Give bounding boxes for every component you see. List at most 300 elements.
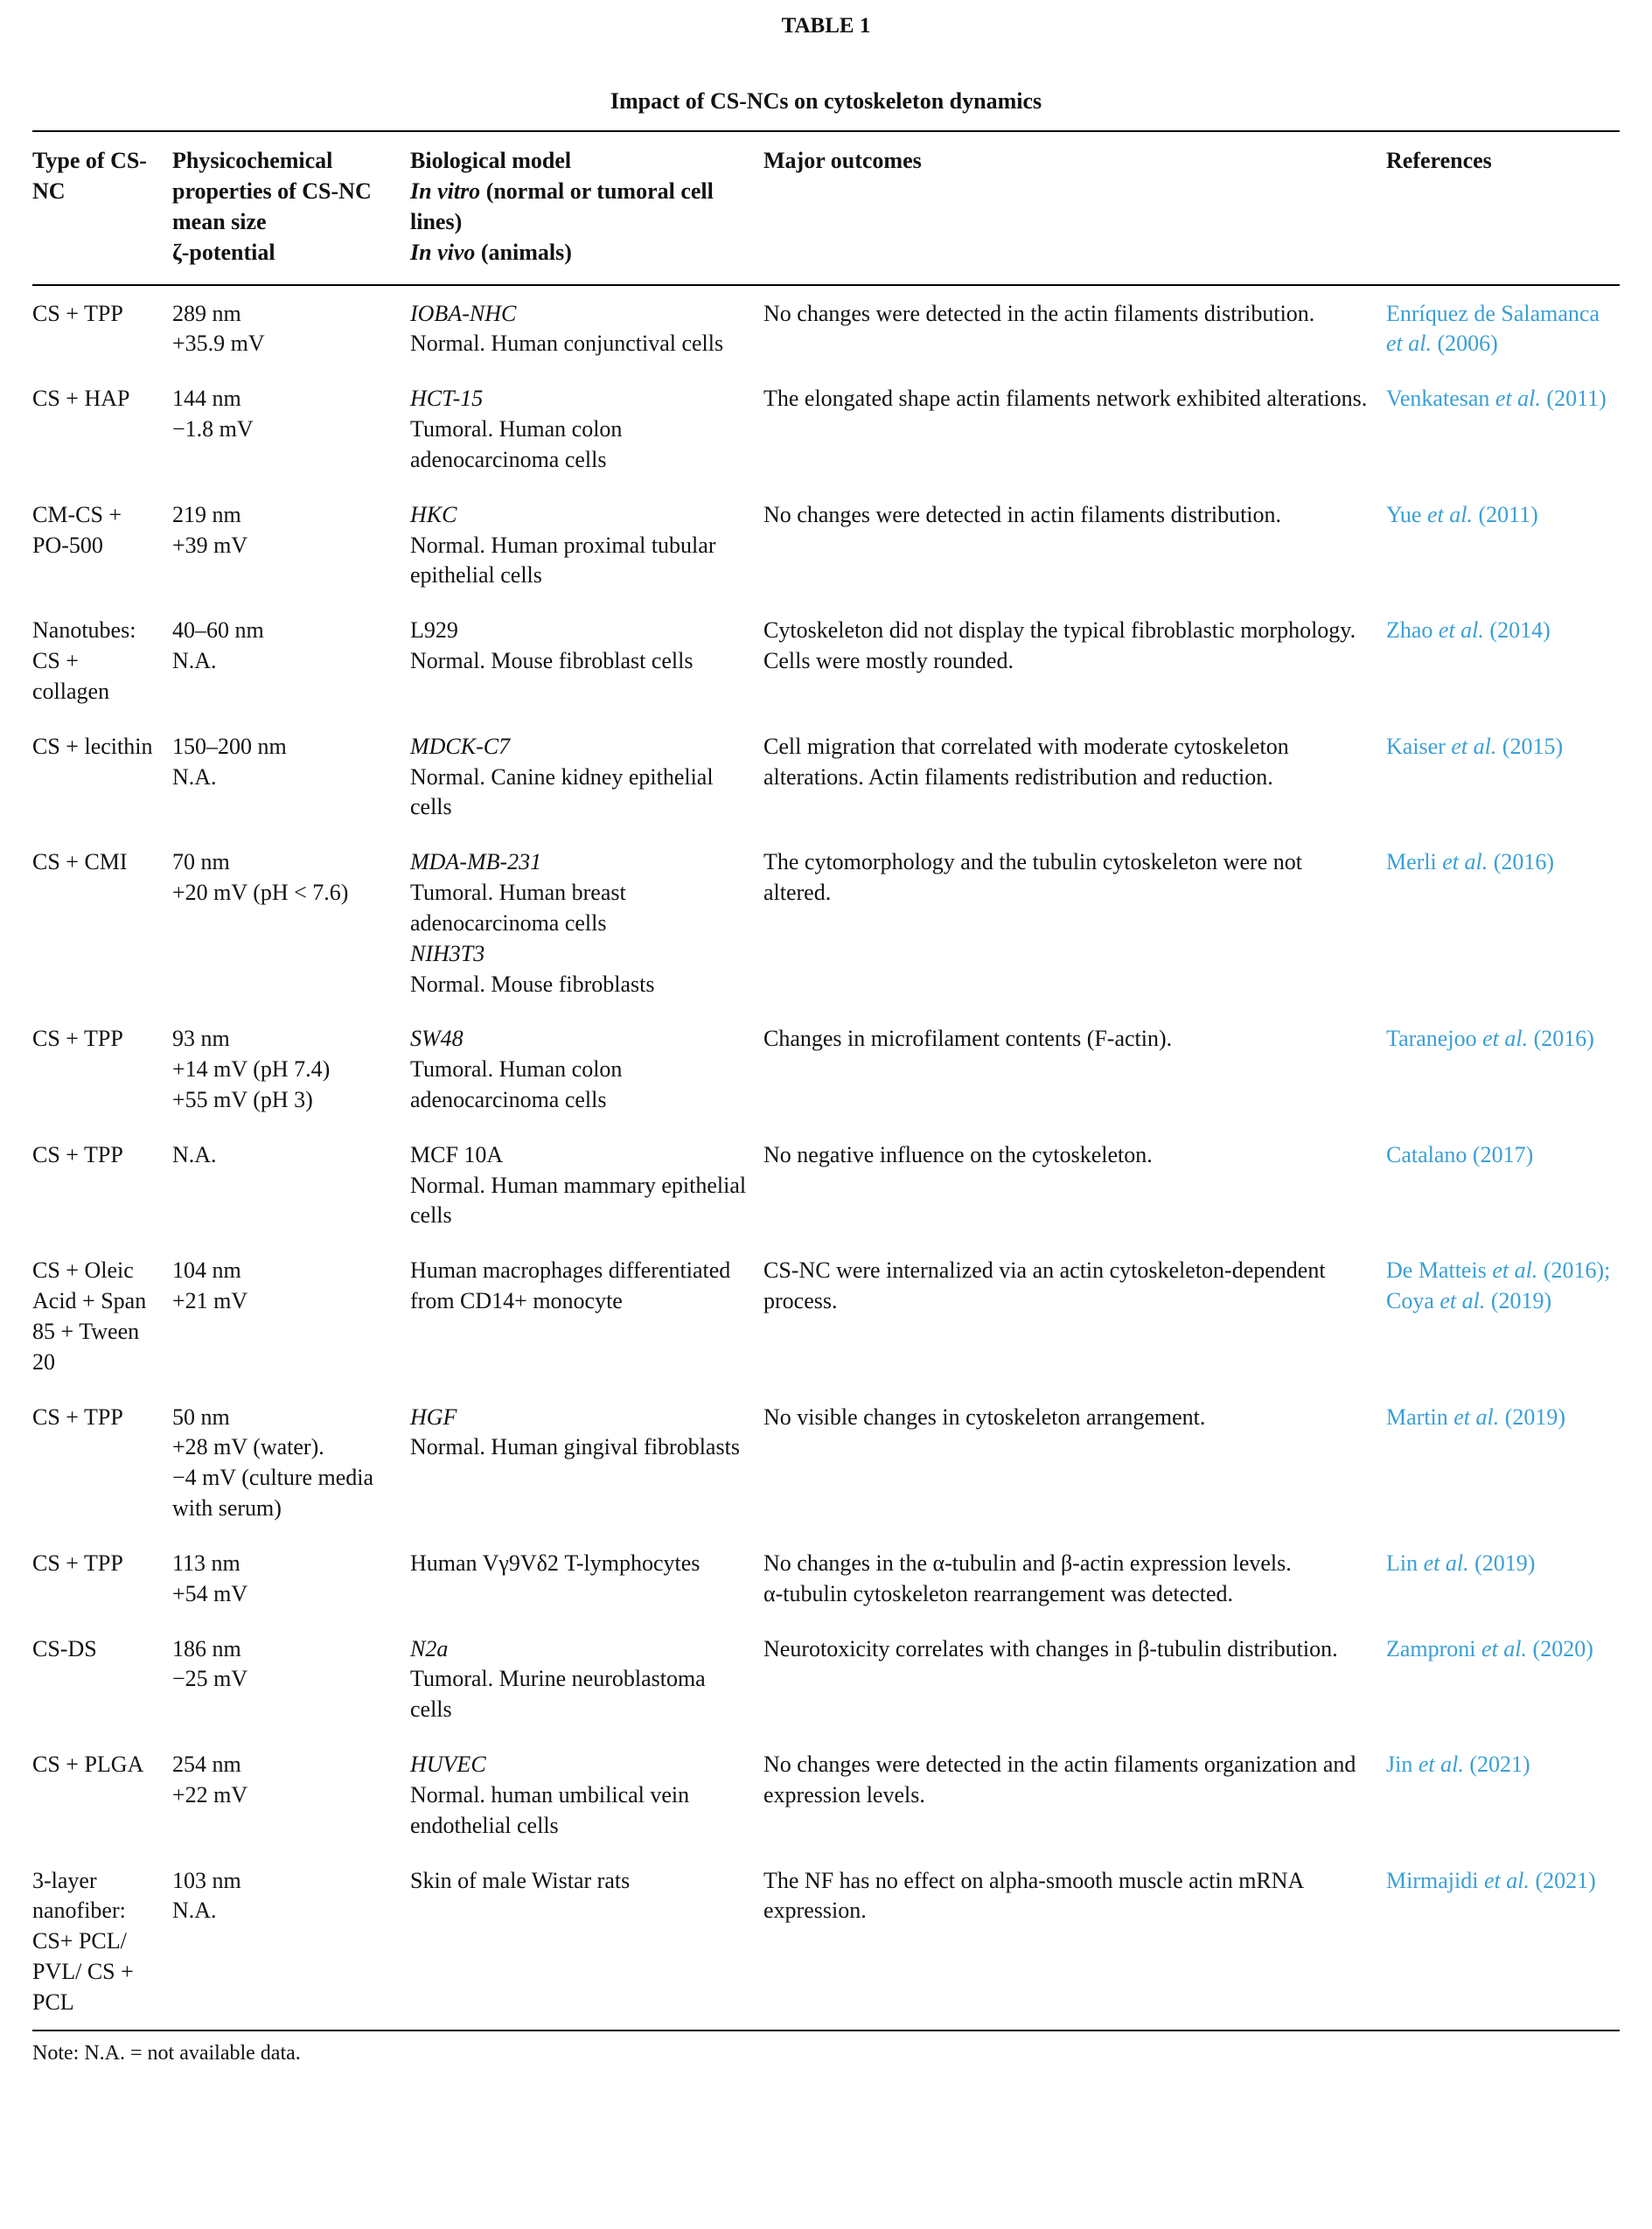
text-segment: Mirmajidi — [1386, 1867, 1484, 1893]
text-segment: NIH3T3 — [410, 940, 485, 966]
text-segment: Taranejoo — [1386, 1026, 1483, 1052]
text-segment: (2021) — [1463, 1752, 1530, 1778]
cell-outcomes — [763, 1621, 1386, 1737]
text-segment: Martin — [1386, 1404, 1454, 1430]
text-line — [32, 732, 157, 763]
text-line — [172, 1463, 394, 1524]
text-segment: Skin of male Wistar rats — [410, 1867, 631, 1893]
reference-link[interactable] — [1386, 1549, 1620, 1579]
text-segment: CS + TPP — [32, 1550, 123, 1576]
cell-ref — [1386, 603, 1620, 718]
text-line — [32, 1140, 157, 1171]
cell-outcomes — [763, 603, 1386, 718]
text-line — [172, 1140, 394, 1171]
table-label: TABLE 1 — [781, 14, 871, 38]
text-segment: No changes were detected in the actin filaments distribution. — [763, 300, 1315, 326]
reference-link[interactable] — [1386, 1866, 1620, 1897]
text-segment: N.A. — [172, 763, 217, 790]
reference-link[interactable] — [1386, 299, 1620, 360]
text-line — [32, 847, 157, 878]
text-segment: In vivo — [410, 239, 476, 265]
text-segment: HUVEC — [410, 1752, 486, 1778]
cell-model — [410, 285, 763, 372]
cell-ref — [1386, 1853, 1620, 2030]
text-line — [410, 414, 748, 476]
text-segment: Normal. Mouse fibroblasts — [410, 971, 655, 997]
text-line — [410, 847, 748, 878]
cell-ref — [1386, 487, 1620, 603]
text-segment: 219 nm — [172, 501, 241, 527]
text-segment: No changes were detected in actin filaments distribution. — [763, 501, 1282, 527]
text-segment: Nanotubes: CS + collagen — [32, 617, 136, 704]
text-segment: N.A. — [172, 648, 217, 674]
text-line — [32, 1024, 157, 1055]
text-segment: CS + TPP — [32, 1404, 123, 1430]
column-header-type — [32, 131, 172, 284]
cell-props — [172, 371, 410, 486]
cell-ref — [1386, 1011, 1620, 1126]
text-segment: 186 nm — [172, 1635, 241, 1661]
cell-props — [172, 1390, 410, 1536]
cell-props — [172, 1011, 410, 1126]
cell-props — [172, 834, 410, 1011]
text-line — [1386, 1140, 1620, 1171]
cell-model — [410, 1621, 763, 1737]
text-line — [32, 1866, 157, 2018]
table-row — [32, 1011, 1620, 1126]
text-segment: HKC — [410, 501, 457, 527]
text-line — [1386, 384, 1620, 414]
text-line — [1386, 847, 1620, 878]
table-title: Impact of CS-NCs on cytoskeleton dynamics — [610, 87, 1042, 114]
cell-ref — [1386, 371, 1620, 486]
reference-link[interactable] — [1386, 384, 1620, 414]
text-line — [410, 1256, 748, 1317]
cell-outcomes — [763, 1127, 1386, 1243]
text-line — [763, 732, 1370, 793]
text-line — [763, 1750, 1370, 1811]
text-line — [763, 1140, 1370, 1171]
text-line — [1386, 1256, 1620, 1317]
cell-outcomes — [763, 1243, 1386, 1389]
cell-props — [172, 1737, 410, 1852]
cell-type — [32, 487, 172, 603]
cell-props — [172, 1536, 410, 1621]
text-segment: CS-NC were internalized via an actin cytoskeleton-dependent process. — [763, 1257, 1326, 1314]
text-segment: et al. — [1481, 1635, 1528, 1661]
cell-outcomes — [763, 1536, 1386, 1621]
text-line — [410, 1403, 748, 1433]
text-segment: Kaiser — [1386, 733, 1452, 759]
table-row — [32, 487, 1620, 603]
text-segment: +55 mV (pH 3) — [172, 1087, 313, 1112]
text-segment: (2016) — [1488, 849, 1555, 875]
text-segment: (2011) — [1540, 386, 1607, 412]
text-segment: 113 nm — [172, 1550, 240, 1576]
text-line — [410, 878, 748, 939]
text-line — [172, 1024, 394, 1055]
text-segment: (2014) — [1483, 617, 1551, 644]
text-segment: The NF has no effect on alpha-smooth muscle actin mRNA expression. — [763, 1867, 1303, 1924]
text-segment: 289 nm — [172, 300, 241, 326]
text-segment: Zamproni — [1386, 1635, 1482, 1661]
text-segment: (2019) — [1468, 1550, 1536, 1576]
text-line — [172, 1055, 394, 1085]
text-segment: References — [1386, 148, 1492, 174]
text-segment: CS + CMI — [32, 849, 128, 875]
text-line — [1386, 616, 1620, 646]
table-row — [32, 834, 1620, 1011]
text-line — [172, 500, 394, 531]
cell-type — [32, 1127, 172, 1243]
text-line — [172, 1085, 394, 1116]
text-line — [172, 1549, 394, 1579]
text-line — [32, 1549, 157, 1579]
text-segment: MDA-MB-231 — [410, 849, 542, 875]
text-segment: +39 mV — [172, 532, 248, 558]
text-segment: et al. — [1423, 1550, 1469, 1576]
text-line — [410, 1750, 748, 1780]
text-segment: −1.8 mV — [172, 416, 254, 442]
text-line — [172, 1256, 394, 1286]
text-segment: Changes in microfilament contents (F-actin). — [763, 1026, 1173, 1052]
text-line — [32, 1634, 157, 1665]
text-line — [172, 238, 394, 268]
text-line — [410, 1171, 748, 1232]
text-segment: Physicochemical properties of CS-NC — [172, 148, 372, 205]
text-line — [763, 384, 1370, 414]
text-segment: et al. — [1426, 501, 1473, 527]
text-segment: Normal. Human mammary epithelial cells — [410, 1172, 747, 1229]
text-line — [763, 299, 1370, 330]
text-segment: Tumoral. Human colon adenocarcinoma cells — [410, 1056, 623, 1112]
text-segment: Jin — [1386, 1752, 1418, 1778]
cell-props — [172, 487, 410, 603]
text-line — [1386, 1866, 1620, 1897]
text-line — [32, 1256, 157, 1377]
cell-type — [32, 834, 172, 1011]
cell-type — [32, 1243, 172, 1389]
cell-ref — [1386, 1127, 1620, 1243]
table-note: Note: N.A. = not available data. — [32, 2041, 301, 2065]
cell-outcomes — [763, 834, 1386, 1011]
reference-link[interactable] — [1386, 1256, 1620, 1317]
text-segment: et al. — [1453, 1404, 1500, 1430]
text-line — [1386, 1403, 1620, 1433]
text-segment: (2021) — [1529, 1867, 1596, 1893]
cell-model — [410, 1011, 763, 1126]
text-segment: −4 mV (culture media with serum) — [172, 1465, 374, 1522]
text-line — [172, 1579, 394, 1610]
text-segment: 144 nm — [172, 386, 241, 412]
text-line — [172, 299, 394, 330]
cell-type — [32, 1390, 172, 1536]
text-segment: Normal. Canine kidney epithelial cells — [410, 763, 714, 820]
text-segment: N.A. — [172, 1141, 217, 1167]
text-segment: Catalano (2017) — [1386, 1141, 1534, 1167]
text-segment: CS-DS — [32, 1635, 97, 1661]
text-line — [410, 500, 748, 531]
text-line — [172, 878, 394, 909]
text-line — [172, 1780, 394, 1811]
text-segment: +21 mV — [172, 1288, 248, 1314]
text-line — [410, 238, 748, 268]
cell-type — [32, 603, 172, 718]
text-segment: 50 nm — [172, 1404, 230, 1430]
text-segment: The cytomorphology and the tubulin cytoskeleton were not altered. — [763, 849, 1302, 906]
text-segment: The elongated shape actin filaments network exhibited alterations. — [763, 386, 1368, 412]
cell-type — [32, 285, 172, 372]
cell-ref — [1386, 719, 1620, 834]
text-segment: (animals) — [475, 239, 572, 265]
cell-model — [410, 603, 763, 718]
text-line — [410, 646, 748, 677]
text-segment: CM-CS + PO-500 — [32, 501, 122, 558]
text-line — [1386, 1750, 1620, 1780]
text-line — [172, 616, 394, 646]
cell-props — [172, 603, 410, 718]
text-line — [410, 1664, 748, 1725]
text-segment: IOBA-NHC — [410, 300, 517, 326]
text-segment: Biological model — [410, 148, 572, 174]
text-line — [32, 1403, 157, 1433]
text-segment: Venkatesan — [1386, 386, 1495, 412]
text-segment: (2011) — [1472, 501, 1538, 527]
cell-outcomes — [763, 1737, 1386, 1852]
text-segment: et al. — [1492, 1257, 1538, 1284]
reference-link[interactable] — [1386, 616, 1620, 646]
reference-link[interactable] — [1386, 1024, 1620, 1055]
text-line — [32, 299, 157, 330]
table-body — [32, 285, 1620, 2030]
text-segment: (2016); Coya — [1386, 1257, 1611, 1314]
text-segment: (2019) — [1485, 1288, 1552, 1314]
column-header-props — [172, 131, 410, 284]
text-segment: +20 mV (pH < 7.6) — [172, 880, 349, 906]
text-segment: et al. — [1451, 733, 1497, 759]
text-line — [410, 1432, 748, 1463]
cell-type — [32, 371, 172, 486]
reference-link[interactable] — [1386, 500, 1620, 531]
text-line — [172, 384, 394, 414]
text-segment: −25 mV — [172, 1666, 248, 1692]
cell-type — [32, 1737, 172, 1852]
text-line — [410, 1866, 748, 1897]
text-segment: Cytoskeleton did not display the typical fibroblastic morphology. Cells were mostly rounded. — [763, 617, 1356, 674]
text-line — [172, 531, 394, 561]
cell-model — [410, 1127, 763, 1243]
text-line — [32, 500, 157, 561]
text-line — [410, 384, 748, 414]
text-line — [763, 1403, 1370, 1433]
text-segment: CS + Oleic Acid + Span 85 + Tween 20 — [32, 1257, 147, 1375]
cell-type — [32, 1853, 172, 2030]
text-line — [172, 207, 394, 238]
text-line — [32, 616, 157, 707]
reference-link[interactable] — [1386, 1140, 1620, 1171]
text-segment: et al. — [1495, 386, 1541, 412]
cell-outcomes — [763, 285, 1386, 372]
text-segment: CS + TPP — [32, 1026, 123, 1052]
text-segment: No changes were detected in the actin filaments organization and expression levels. — [763, 1752, 1356, 1808]
text-segment: Tumoral. Human breast adenocarcinoma cells — [410, 880, 626, 936]
reference-link[interactable] — [1386, 732, 1620, 763]
text-segment: No negative influence on the cytoskeleton. — [763, 1141, 1153, 1167]
table-row — [32, 285, 1620, 372]
cell-model — [410, 1853, 763, 2030]
text-line — [410, 1634, 748, 1665]
cell-ref — [1386, 1243, 1620, 1389]
text-line — [172, 1664, 394, 1695]
text-line — [763, 1634, 1370, 1665]
reference-link[interactable] — [1386, 1634, 1620, 1665]
cell-model — [410, 371, 763, 486]
text-line — [763, 1256, 1370, 1317]
text-segment: et al. — [1438, 617, 1484, 644]
cell-props — [172, 1243, 410, 1389]
column-header-ref — [1386, 131, 1620, 284]
text-segment: α-tubulin cytoskeleton rearrangement was detected. — [763, 1580, 1234, 1606]
text-segment: et al. — [1418, 1752, 1464, 1778]
text-segment: Neurotoxicity correlates with changes in β-tubulin distribution. — [763, 1635, 1338, 1661]
cell-model — [410, 1536, 763, 1621]
text-segment: (2015) — [1496, 733, 1564, 759]
text-line — [1386, 146, 1620, 177]
cell-model — [410, 834, 763, 1011]
text-line — [32, 384, 157, 414]
table-row — [32, 1243, 1620, 1389]
table-row — [32, 1536, 1620, 1621]
text-segment: Normal. Mouse fibroblast cells — [410, 648, 694, 674]
text-segment: Major outcomes — [763, 148, 922, 174]
text-line — [172, 1286, 394, 1317]
text-line — [1386, 1024, 1620, 1055]
text-segment: MCF 10A — [410, 1141, 504, 1167]
text-line — [410, 1780, 748, 1842]
text-line — [172, 414, 394, 445]
text-segment: De Matteis — [1386, 1257, 1493, 1284]
text-line — [172, 763, 394, 793]
text-segment: (2019) — [1499, 1404, 1566, 1430]
text-segment: +22 mV — [172, 1781, 248, 1808]
text-segment: Human macrophages differentiated from CD14+ monocyte — [410, 1257, 731, 1314]
cell-outcomes — [763, 719, 1386, 834]
text-line — [410, 616, 748, 646]
text-line — [172, 146, 394, 207]
text-line — [1386, 1634, 1620, 1665]
text-segment: CS + TPP — [32, 300, 123, 326]
reference-link[interactable] — [1386, 1750, 1620, 1780]
cell-props — [172, 285, 410, 372]
text-segment: 3-layer nanofiber: CS+ PCL/ PVL/ CS + PCL — [32, 1867, 134, 2015]
text-segment: CS + HAP — [32, 386, 130, 412]
cell-ref — [1386, 834, 1620, 1011]
text-line — [172, 646, 394, 677]
cell-outcomes — [763, 487, 1386, 603]
text-line — [763, 847, 1370, 909]
text-line — [410, 1055, 748, 1116]
text-line — [172, 1403, 394, 1433]
table-row — [32, 371, 1620, 486]
text-segment: CS + PLGA — [32, 1752, 144, 1778]
text-segment: HGF — [410, 1404, 457, 1430]
text-segment: CS + TPP — [32, 1141, 123, 1167]
table-row — [32, 1390, 1620, 1536]
cell-type — [32, 1536, 172, 1621]
text-line — [410, 939, 748, 970]
text-segment: 93 nm — [172, 1026, 230, 1052]
cell-outcomes — [763, 371, 1386, 486]
text-line — [1386, 1549, 1620, 1579]
text-segment: (2006) — [1432, 331, 1498, 357]
text-segment: Lin — [1386, 1550, 1424, 1576]
header-row — [32, 131, 1620, 284]
text-line — [172, 1896, 394, 1926]
reference-link[interactable] — [1386, 1403, 1620, 1433]
text-segment: mean size — [172, 208, 267, 234]
text-line — [1386, 732, 1620, 763]
text-segment: Merli — [1386, 849, 1443, 875]
text-line — [172, 1750, 394, 1780]
text-line — [763, 616, 1370, 677]
text-line — [410, 970, 748, 1000]
text-line — [410, 531, 748, 592]
text-segment: (normal or tumoral cell lines) — [410, 178, 714, 234]
text-line — [410, 177, 748, 238]
text-segment: Type of CS-NC — [32, 148, 147, 205]
cell-model — [410, 719, 763, 834]
text-segment: 70 nm — [172, 849, 230, 875]
text-segment: et al. — [1483, 1867, 1530, 1893]
text-segment: MDCK-C7 — [410, 733, 511, 759]
text-segment: No changes in the α-tubulin and β-actin expression levels. — [763, 1550, 1292, 1576]
cell-outcomes — [763, 1853, 1386, 2030]
text-segment: N2a — [410, 1635, 449, 1661]
text-line — [32, 146, 157, 207]
text-line — [763, 1866, 1370, 1927]
table-row — [32, 1127, 1620, 1243]
cell-props — [172, 719, 410, 834]
text-segment: et al. — [1482, 1026, 1529, 1052]
table-row — [32, 603, 1620, 718]
text-line — [410, 732, 748, 763]
text-segment: SW48 — [410, 1026, 464, 1052]
text-segment: et al. — [1386, 331, 1432, 357]
text-segment: +54 mV — [172, 1580, 248, 1606]
text-segment: ζ-potential — [172, 239, 275, 265]
cell-ref — [1386, 1390, 1620, 1536]
text-line — [172, 1634, 394, 1665]
text-segment: 150–200 nm — [172, 733, 287, 759]
text-segment: In vitro — [410, 178, 481, 205]
text-segment: Normal. Human gingival fibroblasts — [410, 1434, 740, 1460]
text-segment: Tumoral. Human colon adenocarcinoma cells — [410, 416, 623, 472]
text-line — [172, 329, 394, 359]
cs-nc-table — [32, 130, 1620, 2030]
text-line — [172, 1866, 394, 1897]
cell-type — [32, 1621, 172, 1737]
table-row — [32, 1737, 1620, 1852]
text-segment: (2020) — [1527, 1635, 1593, 1661]
text-line — [172, 847, 394, 878]
table-row — [32, 1853, 1620, 2030]
text-segment: +14 mV (pH 7.4) — [172, 1056, 331, 1083]
text-segment: N.A. — [172, 1898, 217, 1924]
reference-link[interactable] — [1386, 847, 1620, 878]
text-line — [410, 1140, 748, 1171]
cell-model — [410, 1390, 763, 1536]
text-segment: Yue — [1386, 501, 1427, 527]
